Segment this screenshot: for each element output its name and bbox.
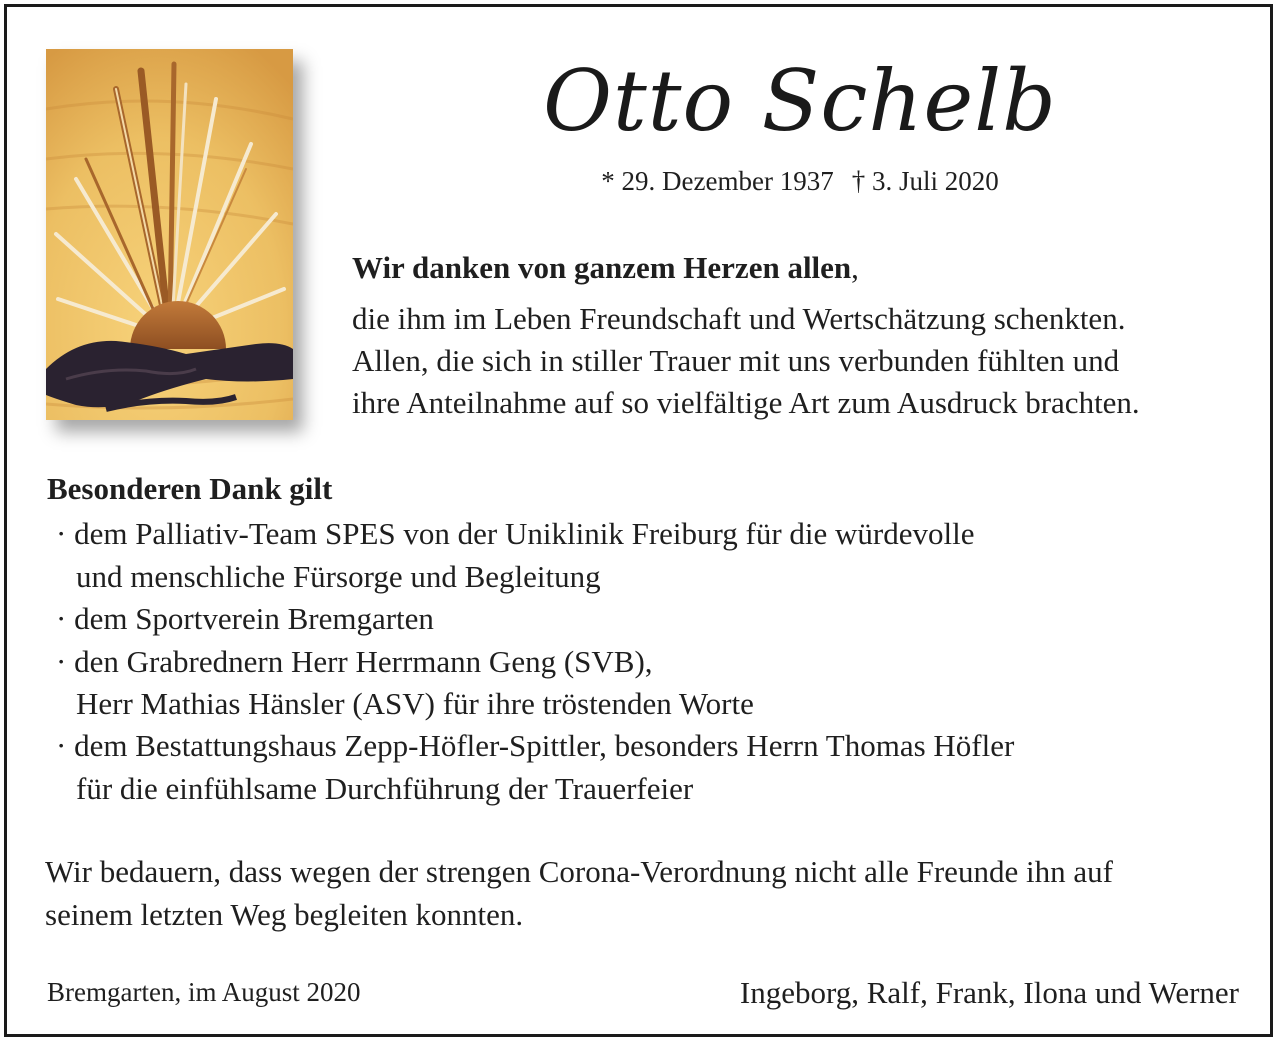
thanks-line: die ihm im Leben Freundschaft und Wertschätzung schenkten. [352, 301, 1126, 336]
special-thanks-item-continued: und menschliche Fürsorge und Begleitung [76, 559, 601, 594]
death-date: † 3. Juli 2020 [851, 166, 999, 196]
thanks-heading-text: Wir danken von ganzem Herzen allen [352, 250, 852, 285]
sunset-painting-image [46, 49, 293, 420]
special-thanks-item: · den Grabrednern Herr Herrmann Geng (SVB), [56, 644, 653, 679]
special-thanks-item: · dem Palliativ-Team SPES von der Uniklinik Freiburg für die würdevolle [56, 516, 975, 551]
sunset-painting [46, 49, 293, 420]
regret-line: seinem letzten Weg begleiten konnten. [45, 897, 524, 932]
deceased-name: Otto Schelb [543, 52, 1057, 150]
thanks-heading-punct: , [851, 250, 859, 285]
regret-line: Wir bedauern, dass wegen der strengen Corona-Verordnung nicht alle Freunde ihn auf [45, 854, 1113, 889]
signatories: Ingeborg, Ralf, Frank, Ilona und Werner [739, 975, 1239, 1010]
life-dates [470, 163, 1130, 199]
thanks-heading [352, 247, 859, 289]
thanks-line: Allen, die sich in stiller Trauer mit uns verbunden fühlten und [352, 343, 1120, 378]
special-thanks-item-continued: für die einfühlsame Durchführung der Trauerfeier [76, 771, 694, 806]
thanks-line: ihre Anteilnahme auf so vielfältige Art zum Ausdruck brachten. [352, 385, 1140, 420]
special-thanks-item: · dem Sportverein Bremgarten [56, 601, 434, 636]
special-thanks-item: · dem Bestattungshaus Zepp-Höfler-Spittler, besonders Herrn Thomas Höfler [56, 728, 1015, 763]
birth-date: * 29. Dezember 1937 [601, 166, 834, 196]
place-and-date: Bremgarten, im August 2020 [47, 977, 361, 1007]
special-thanks-heading: Besonderen Dank gilt [47, 471, 333, 506]
special-thanks-item-continued: Herr Mathias Hänsler (ASV) für ihre tröstenden Worte [76, 686, 754, 721]
